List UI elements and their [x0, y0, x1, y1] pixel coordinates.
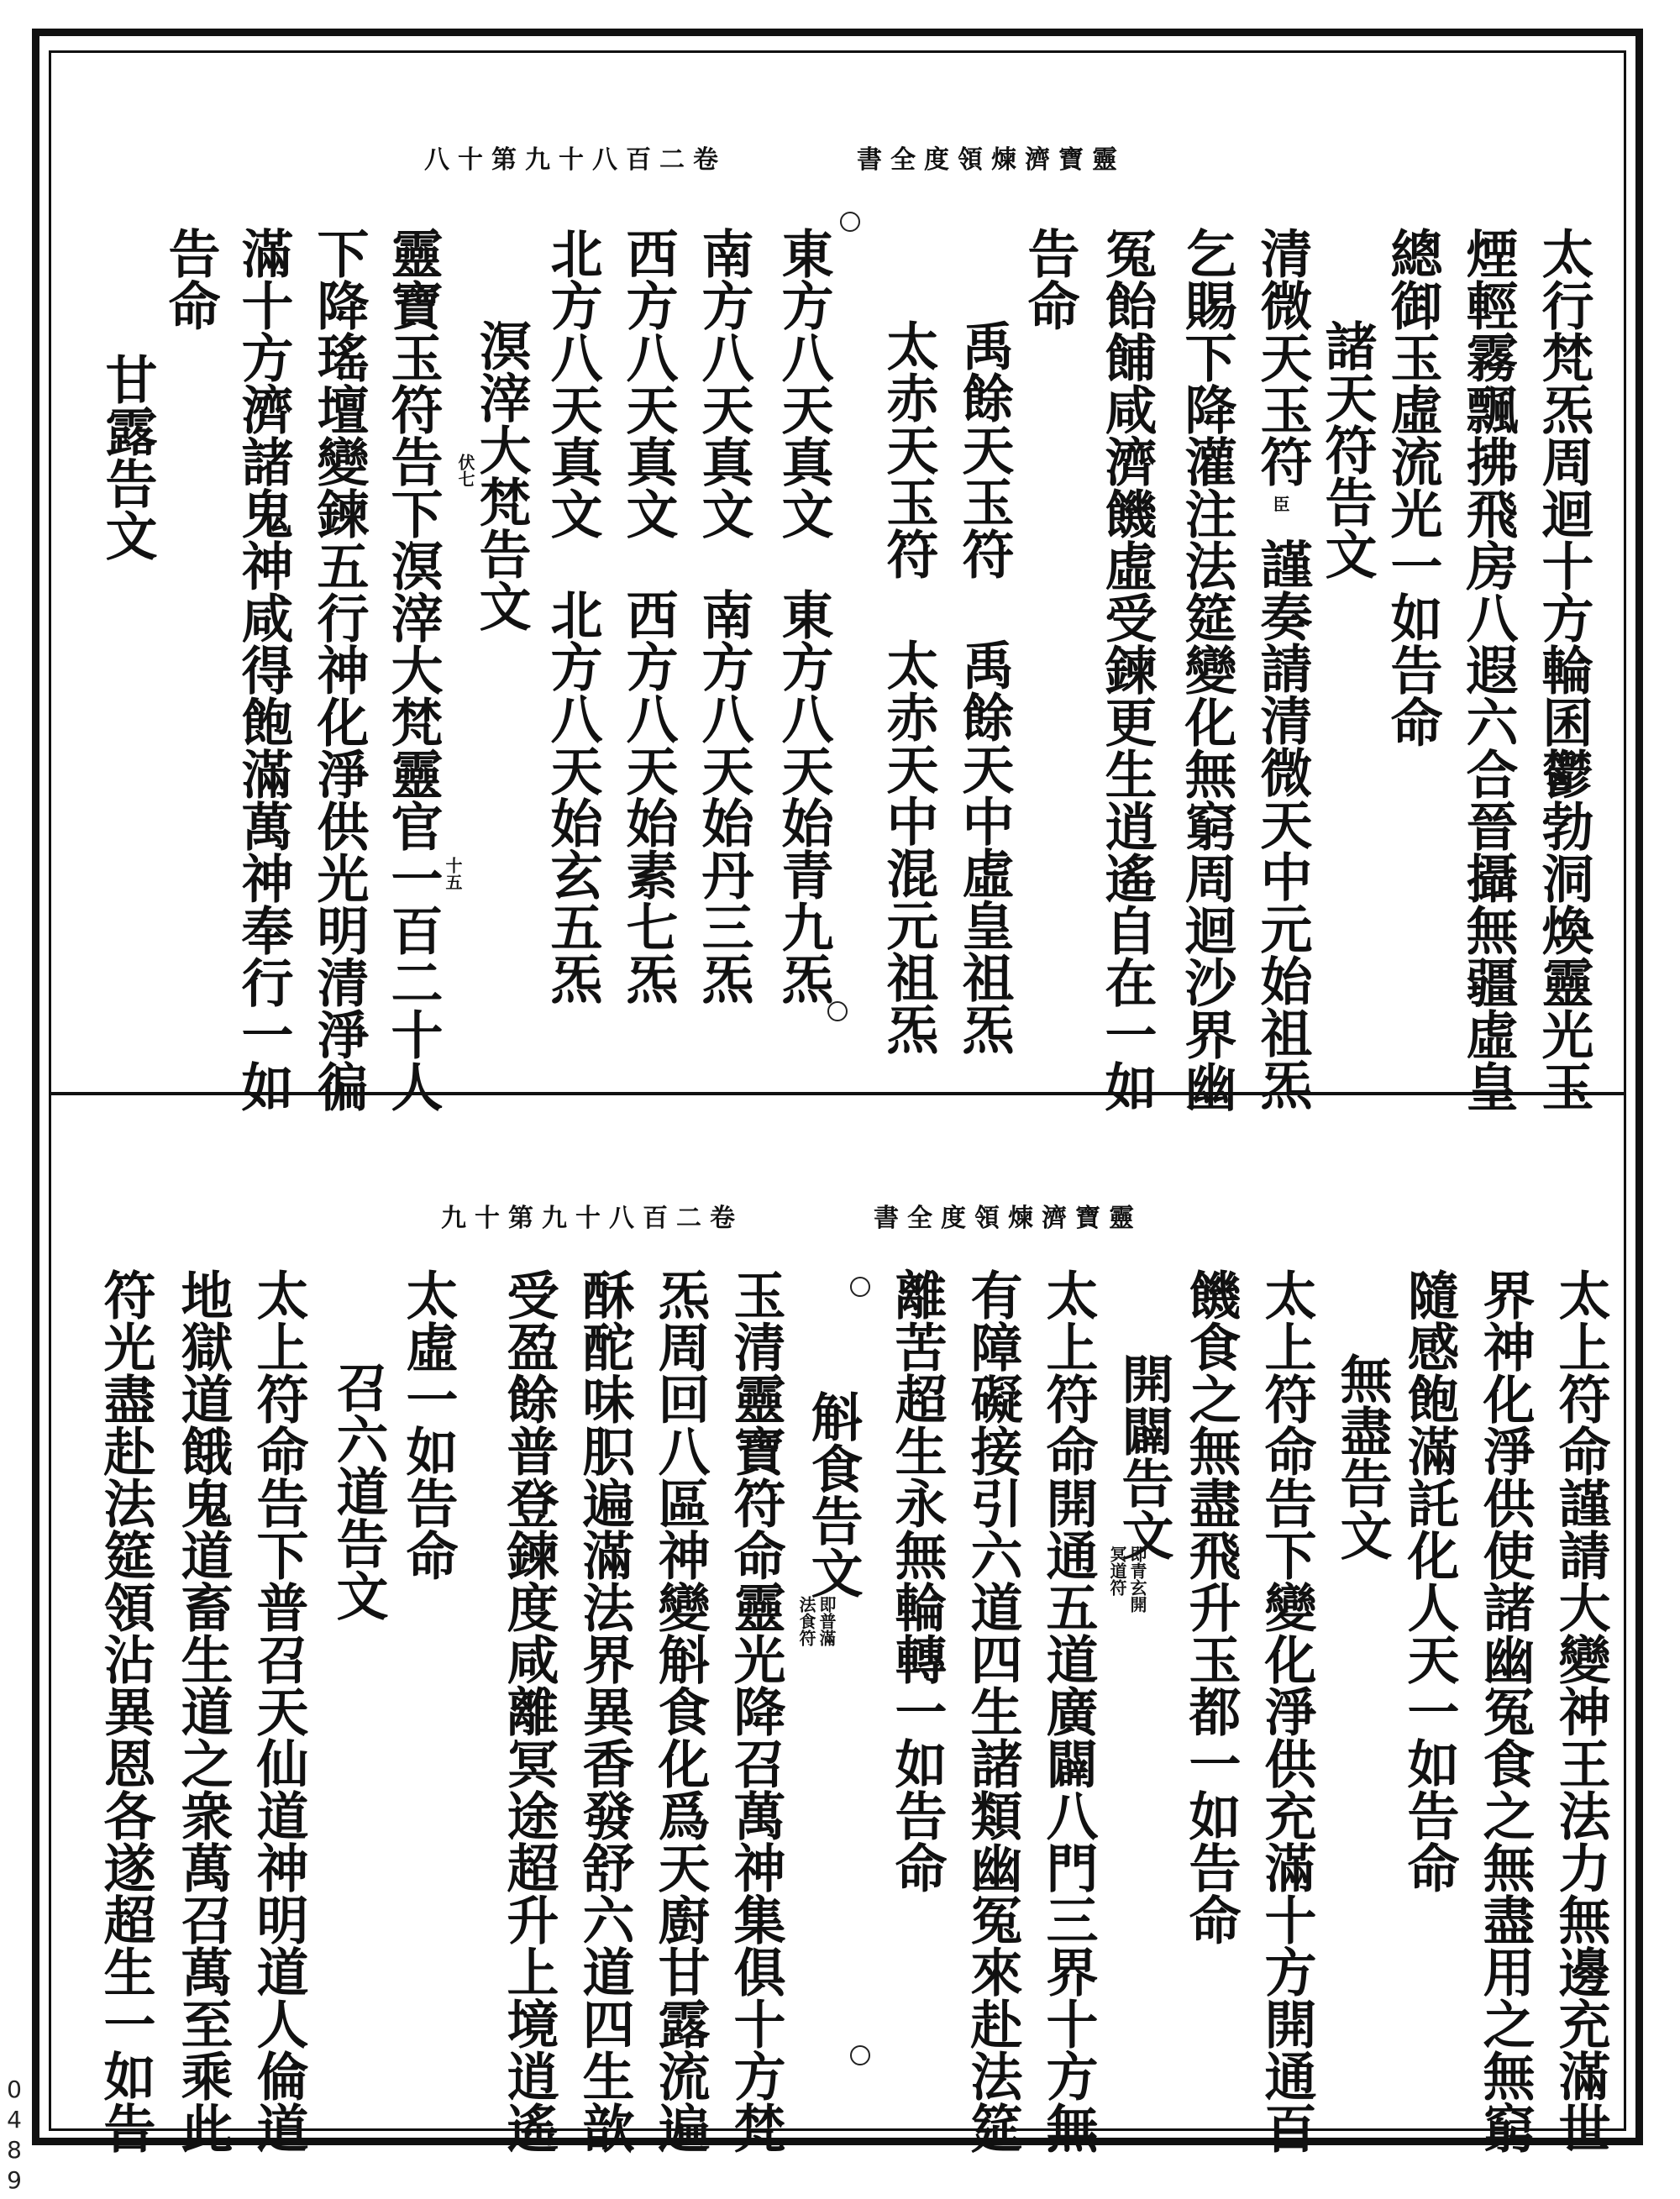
note-fu: 伏七 [455, 454, 475, 487]
text-column: 離苦超生永無輪轉一如告命 [886, 1268, 948, 1893]
text-column: 太虛一如告命 [397, 1268, 459, 1581]
text-column: 乞賜下降灌注法筵變化無窮周迴沙界幽 [1176, 227, 1237, 1112]
text-column: 東方八天真文 [773, 227, 834, 539]
text-column: 謹奏請清微天中元始祖炁 [1252, 538, 1313, 1110]
text-column: 炁周回八區神變斛食化爲天廚甘露流遍 [649, 1268, 711, 2154]
text-column: 東方八天始青九炁 [773, 588, 834, 1005]
page-number: 0 4 8 9 [7, 2076, 22, 2194]
text-column: 地獄道餓鬼道畜生道之衆萬召萬至乘此 [172, 1268, 234, 2154]
text-column: 太赤天玉符 [878, 319, 939, 580]
text-column: 西方八天始素七炁 [617, 588, 679, 1005]
text-column: 太赤天中混元祖炁 [878, 638, 939, 1055]
text-column: 告命 [1019, 227, 1080, 331]
text-column: 溟滓大梵告文 [470, 319, 532, 632]
text-column: 太行梵炁周迴十方輪囷鬱勃洞煥靈光玉 [1533, 227, 1594, 1112]
header-top-left: 八十第九十八百二卷 [424, 145, 727, 175]
text-column: 太上符命開通五道廣闢八門三界十方無 [1037, 1268, 1099, 2154]
text-column: 甘露告文 [97, 353, 158, 561]
text-column: 無盡告文 [1331, 1352, 1393, 1561]
text-column: 有障礙接引六道四生諸類幽冤來赴法筵 [962, 1268, 1023, 2154]
text-column: 酥酡味胑遍滿法界異香發舒六道四生歆 [574, 1268, 635, 2154]
text-column: 開闢告文 [1113, 1352, 1174, 1561]
text-column: 北方八天真文 [542, 227, 603, 539]
text-column: 禹餘天中虛皇祖炁 [953, 638, 1015, 1055]
text-column: 南方八天真文 [693, 227, 754, 539]
text-column: 清微天玉符 [1252, 227, 1313, 487]
circle-mark [850, 2045, 870, 2065]
text-column: 總御玉虛流光一如告命 [1382, 227, 1443, 748]
header-bottom-right: 書全度領煉濟寶靈 [874, 1204, 1142, 1233]
note-kaipi: 即青玄開 [1127, 1546, 1147, 1613]
note-kaipi2: 冥道符 [1107, 1546, 1127, 1596]
circle-mark [827, 1001, 848, 1021]
text-column: 煙輕霧飄拂飛房八遐六合晉攝無疆虛皇 [1457, 227, 1519, 1112]
text-column: 太上符命謹請大變神王法力無邊充滿世 [1550, 1268, 1611, 2154]
text-column: 符光盡赴法筵領沾異恩各遂超生一如告 [95, 1268, 156, 2154]
text-column: 冤飴餔咸濟饑虛受鍊更生逍遙自在一如 [1096, 227, 1158, 1112]
text-column: 玉清靈寶符命靈光降召萬神集俱十方梵 [725, 1268, 786, 2154]
note-chen: 臣 [1270, 496, 1290, 512]
header-bottom-left: 九十第九十八百二卷 [441, 1204, 743, 1233]
text-column: 界神化淨供使諸幽冤食之無盡用之無窮 [1474, 1268, 1536, 2154]
text-column: 受盈餘普登鍊度咸離冥途超升上境逍遙 [498, 1268, 559, 2154]
text-column: 滿十方濟諸鬼神咸得飽滿萬神奉行一如 [233, 227, 294, 1112]
text-column: 南方八天始丹三炁 [693, 588, 754, 1005]
text-column: 禹餘天玉符 [953, 319, 1015, 580]
note-shiwu: 十五 [443, 857, 463, 890]
header-top-right: 書全度領煉濟寶靈 [857, 145, 1126, 175]
note-hushi: 即普滿 [816, 1596, 837, 1646]
text-column: 諸天符告文 [1316, 319, 1378, 580]
text-column: 太上符命告下普召天仙道神明道人倫道 [248, 1268, 309, 2154]
text-column: 告命 [160, 227, 221, 331]
text-column: 西方八天真文 [617, 227, 679, 539]
text-column: 下降瑤壇變鍊五行神化淨供光明清淨徧 [308, 227, 370, 1112]
circle-mark [850, 1277, 870, 1297]
text-column: 召六道告文 [328, 1361, 389, 1621]
text-column: 靈寶玉符告下溟滓大梵靈官一百二十人 [382, 227, 444, 1112]
text-column: 饑食之無盡飛升玉都一如告命 [1180, 1268, 1242, 1945]
circle-mark [840, 212, 860, 232]
note-hushi2: 法食符 [796, 1596, 816, 1646]
text-column: 太上符命告下變化淨供充滿十方開通百 [1256, 1268, 1317, 2154]
text-column: 北方八天始玄五炁 [542, 588, 603, 1005]
text-column: 隨感飽滿託化人天一如告命 [1399, 1268, 1460, 1893]
text-column: 斛食告文 [802, 1390, 864, 1598]
